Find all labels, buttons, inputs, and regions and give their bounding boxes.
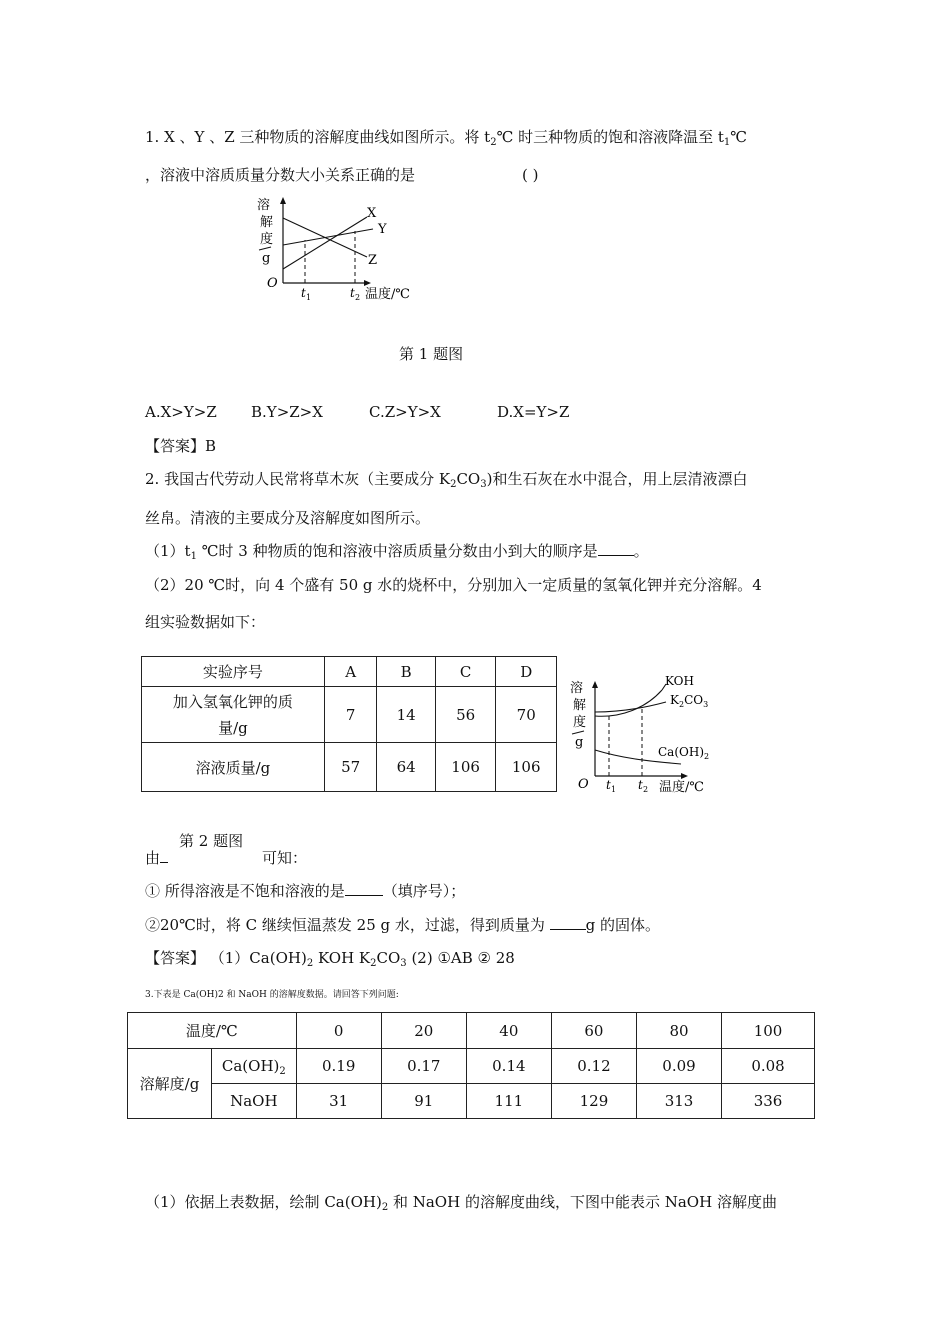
q2-table-cell: 70: [496, 687, 557, 743]
q2-solubility-figure: [566, 668, 736, 796]
q3-table-sol-label: 溶解度/g: [128, 1049, 212, 1119]
q1-option-d: D.X=Y>Z: [497, 403, 570, 421]
q2-table-row1-label: 加入氢氧化钾的质 量/g: [142, 687, 325, 743]
q2-origin: O: [578, 777, 589, 792]
q3-table-cell: 0.08: [722, 1049, 815, 1084]
q2-table-header-c: C: [435, 657, 496, 687]
q1-xlabel: 温度/℃: [365, 287, 410, 302]
q2-ylabel-1: 溶: [570, 681, 584, 696]
q3-table-cell: 313: [636, 1084, 721, 1119]
q1-option-a: A.X>Y>Z: [145, 403, 217, 421]
q2-table-header-b: B: [377, 657, 435, 687]
q2-ylabel-2: 解: [573, 698, 587, 713]
q2-table-cell: 14: [377, 687, 435, 743]
q3-table-temp: 100: [722, 1013, 815, 1049]
q2-y-arrow: [592, 681, 598, 688]
q1-curve-z-label: Z: [368, 253, 378, 268]
q2-caoh2-label: $Ca(OH)_2$: [658, 745, 710, 761]
q2-answer: 【答案】 $(1)Ca(OH)_2$ KOH $K_2CO_3$ (2) ①AB ② 28: [145, 949, 515, 969]
q2-table-header-d: D: [496, 657, 557, 687]
q3-table-caoh2-label: $Ca(OH)_2$: [212, 1049, 297, 1084]
q1-curve-z: [283, 218, 367, 257]
q3-table-cell: 0.19: [296, 1049, 381, 1084]
q3-table-naoh-label: NaOH: [212, 1084, 297, 1119]
q1-ylabel-4: g: [262, 251, 271, 266]
q1-ylabel-1: 溶: [257, 198, 271, 213]
q1-figure-caption: 第 1 题图: [399, 345, 464, 363]
q3-table-naoh-row: [128, 1084, 815, 1119]
q2-t2-label: t: [638, 778, 643, 792]
q1-y-arrow: [280, 197, 286, 204]
q2-curve-k2co3: [595, 702, 666, 712]
q2-stem-line2: 丝帛。清液的主要成分及溶解度如图所示。: [145, 509, 431, 527]
q3-table-cell: 91: [381, 1084, 466, 1119]
q3-table-cell: 336: [722, 1084, 815, 1119]
q2-t1-sub: 1: [611, 785, 617, 794]
q2-table-header-a: A: [324, 657, 377, 687]
q2-item1: ① 所得溶液是不饱和溶液的是 （填序号）；: [145, 882, 466, 900]
q2-table-cell: 56: [435, 687, 496, 743]
q2-table-cell: 106: [496, 743, 557, 792]
q3-intro: 3.下表是 Ca(OH)2 和 NaOH 的溶解度数据。请回答下列问题:: [145, 990, 399, 1000]
q1-curve-y-label: Y: [378, 222, 387, 237]
q2-table-cell: 57: [324, 743, 377, 792]
q1-t1-label: t: [301, 286, 306, 300]
q2-sub1: $(1)t_1$ ℃时 3 种物质的饱和溶液中溶质质量分数由小到大的顺序是 。: [145, 542, 649, 562]
q2-table-header-label: 实验序号: [142, 657, 325, 687]
q2-table-row2-label: 溶液质量/g: [142, 743, 325, 792]
q3-table-temp-row: [128, 1013, 815, 1049]
q1-option-c: C.Z>Y>X: [369, 403, 441, 421]
q2-item1-blank[interactable]: [345, 881, 383, 896]
q2-koh-label: KOH: [665, 674, 694, 688]
q2-figure-caption: 第 2 题图: [179, 832, 244, 850]
q2-table-cell: 106: [435, 743, 496, 792]
q2-from-blank[interactable]: [160, 852, 168, 863]
q3-sub1: （1）依据上表数据，绘制 $Ca(OH)_2$ 和 NaOH 的溶解度曲线，下图中能表示 NaOH 溶解度曲: [145, 1193, 777, 1213]
q2-sub2-line1: （2）20 ℃时，向 4 个盛有 50 g 水的烧杯中，分别加入一定质量的氢氧化钾并充分溶解。4: [145, 576, 762, 594]
q2-item2-blank[interactable]: [550, 915, 586, 930]
q1-ylabel-3: 度: [260, 232, 274, 247]
q3-table-temp: 40: [466, 1013, 551, 1049]
q1-origin: O: [267, 276, 278, 291]
q3-table-cell: 0.14: [466, 1049, 551, 1084]
q3-table-cell: 111: [466, 1084, 551, 1119]
q2-from-suffix: 可知：: [262, 849, 308, 867]
q1-solubility-figure: [255, 195, 425, 305]
q1-x-arrow: [364, 280, 371, 286]
q2-sub2-line2: 组实验数据如下：: [145, 613, 266, 631]
q1-stem-line1: 1. X 、Y 、Z 三种物质的溶解度曲线如图所示。将 $t_2℃$ 时三种物质的饱和溶液降温至 $t_1℃$: [145, 128, 748, 148]
q2-table-row-solution-mass: [142, 743, 557, 792]
q3-table-temp: 0: [296, 1013, 381, 1049]
q2-item2: ②20℃时，将 C 继续恒温蒸发 25 g 水，过滤，得到质量为 g 的固体。: [145, 916, 661, 934]
q2-t2-sub: 2: [643, 785, 649, 794]
q3-table-temp: 60: [551, 1013, 636, 1049]
q3-table-cell: 0.17: [381, 1049, 466, 1084]
q1-curve-x-label: X: [367, 206, 377, 221]
q1-t2-label: t: [350, 286, 355, 300]
q3-table-cell: 0.12: [551, 1049, 636, 1084]
q3-table-cell: 31: [296, 1084, 381, 1119]
q1-stem-line2: ，溶液中溶质质量分数大小关系正确的是: [145, 166, 416, 184]
q3-table-temp: 20: [381, 1013, 466, 1049]
q1-ylabel-slash: [259, 247, 271, 250]
q3-data-table: [127, 1012, 815, 1119]
q2-stem-line1: 2. 我国古代劳动人民常将草木灰（主要成分 $K_2CO_3$)和生石灰在水中混合，用上层清液漂白: [145, 470, 748, 490]
q2-ylabel-3: 度: [573, 715, 587, 730]
q3-table-caoh2-row: [128, 1049, 815, 1084]
q2-xlabel: 温度/℃: [659, 780, 704, 795]
q1-curve-y: [283, 229, 373, 245]
q2-ylabel-slash: [572, 731, 584, 734]
q1-answer: 【答案】B: [145, 437, 217, 455]
q2-t1-label: t: [606, 778, 611, 792]
q3-table-cell: 129: [551, 1084, 636, 1119]
q1-ylabel-2: 解: [260, 215, 274, 230]
q2-k2co3-label: $K_2CO_3$: [670, 693, 709, 709]
q3-table-temp-label: 温度/℃: [128, 1013, 297, 1049]
q1-t2-sub: 2: [355, 293, 361, 302]
q1-option-b: B.Y>Z>X: [251, 403, 323, 421]
q2-table-cell: 7: [324, 687, 377, 743]
q2-sub1-blank[interactable]: [598, 541, 634, 556]
q1-answer-paren: ( ): [522, 166, 539, 184]
q2-table-cell: 64: [377, 743, 435, 792]
q2-from-text: 由: [145, 848, 168, 868]
q3-table-temp: 80: [636, 1013, 721, 1049]
q2-x-arrow: [681, 773, 688, 779]
q2-table-row-mass-added: [142, 687, 557, 743]
q2-data-table: [141, 656, 557, 792]
q1-t1-sub: 1: [306, 293, 312, 302]
q2-ylabel-4: g: [575, 735, 584, 750]
q3-table-cell: 0.09: [636, 1049, 721, 1084]
q2-table-header-row: [142, 657, 557, 687]
